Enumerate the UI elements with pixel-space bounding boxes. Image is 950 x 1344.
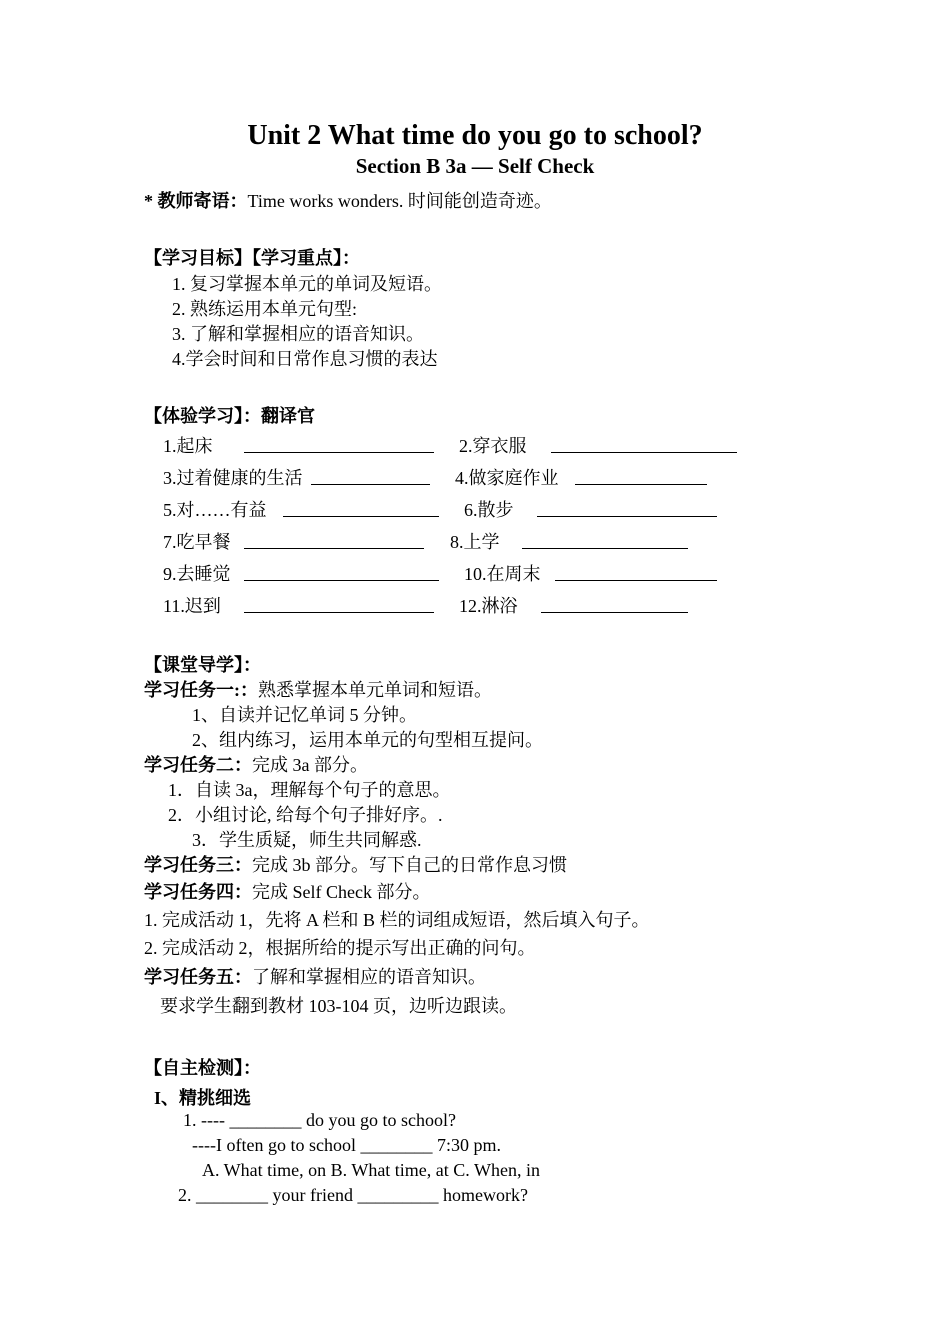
task-item: 1、自读并记忆单词 5 分钟。 xyxy=(192,705,417,725)
selfcheck-section: I、精挑细选 xyxy=(154,1088,252,1108)
task-text: 完成 3a 部分。 xyxy=(252,755,368,775)
task-label: 学习任务四： xyxy=(144,882,252,902)
question-1-answer: ----I often go to school ________ 7:30 pm. xyxy=(192,1135,501,1155)
translate-item: 12.淋浴 xyxy=(459,596,518,616)
translate-item: 9.去睡觉 xyxy=(163,564,231,584)
translate-item: 11.迟到 xyxy=(163,596,221,616)
answer-blank[interactable] xyxy=(555,562,717,581)
goals-heading: 【学习目标】【学习重点】： xyxy=(144,248,360,268)
task-item: 2、组内练习，运用本单元的句型相互提问。 xyxy=(192,730,543,750)
answer-blank[interactable] xyxy=(244,594,434,613)
goal-item: 1. 复习掌握本单元的单词及短语。 xyxy=(172,274,442,294)
task-text: 完成 Self Check 部分。 xyxy=(252,882,431,902)
motto-label: * 教师寄语： xyxy=(144,191,248,211)
task-3 xyxy=(144,851,567,877)
task-item: 3．学生质疑，师生共同解惑. xyxy=(192,830,422,850)
task-5 xyxy=(144,963,486,989)
translate-item: 4.做家庭作业 xyxy=(455,468,559,488)
task-text: 完成 3b 部分。写下自己的日常作息习惯 xyxy=(252,855,567,875)
task-text: 了解和掌握相应的语音知识。 xyxy=(252,967,486,987)
goal-item: 4.学会时间和日常作息习惯的表达 xyxy=(172,349,438,369)
translate-item: 5.对……有益 xyxy=(163,500,267,520)
page-subtitle: Section B 3a — Self Check xyxy=(355,154,595,178)
translate-item: 7.吃早餐 xyxy=(163,532,231,552)
selfcheck-heading: 【自主检测】： xyxy=(144,1058,261,1078)
translate-item: 10.在周末 xyxy=(464,564,541,584)
task-item: 1．自读 3a，理解每个句子的意思。 xyxy=(168,780,451,800)
task-1 xyxy=(144,676,492,702)
experience-heading: 【体验学习】：翻译官 xyxy=(144,406,315,426)
answer-blank[interactable] xyxy=(537,498,717,517)
translate-item: 3.过着健康的生活 xyxy=(163,468,303,488)
task-4 xyxy=(144,878,430,904)
translate-item: 8.上学 xyxy=(450,532,500,552)
answer-blank[interactable] xyxy=(244,434,434,453)
answer-blank[interactable] xyxy=(244,562,439,581)
answer-blank[interactable] xyxy=(522,530,688,549)
task-item: 2. 完成活动 2，根据所给的提示写出正确的问句。 xyxy=(144,938,536,958)
page-title: Unit 2 What time do you go to school? xyxy=(247,120,703,151)
classroom-heading: 【课堂导学】： xyxy=(144,655,261,675)
goal-item: 2. 熟练运用本单元句型: xyxy=(172,299,358,319)
question-2: 2. ________ your friend _________ homework? xyxy=(178,1185,528,1205)
answer-blank[interactable] xyxy=(551,434,737,453)
task-label: 学习任务五： xyxy=(144,967,252,987)
answer-blank[interactable] xyxy=(244,530,424,549)
question-1: 1. ---- ________ do you go to school? xyxy=(183,1110,456,1130)
question-1-options: A. What time, on B. What time, at C. When, in xyxy=(202,1160,540,1180)
answer-blank[interactable] xyxy=(575,466,707,485)
task-note: 要求学生翻到教材 103-104 页，边听边跟读。 xyxy=(160,996,517,1016)
answer-blank[interactable] xyxy=(311,466,430,485)
task-label: 学习任务一:： xyxy=(144,680,258,700)
task-label: 学习任务三： xyxy=(144,855,252,875)
task-label: 学习任务二： xyxy=(144,755,252,775)
task-item: 1. 完成活动 1，先将 A 栏和 B 栏的词组成短语，然后填入句子。 xyxy=(144,910,650,930)
answer-blank[interactable] xyxy=(283,498,439,517)
teacher-motto xyxy=(144,187,552,213)
task-text: 熟悉掌握本单元单词和短语。 xyxy=(258,680,492,700)
goal-item: 3. 了解和掌握相应的语音知识。 xyxy=(172,324,424,344)
translate-item: 6.散步 xyxy=(464,500,514,520)
translate-item: 1.起床 xyxy=(163,436,213,456)
task-item: 2．小组讨论, 给每个句子排好序。. xyxy=(168,805,443,825)
motto-text: Time works wonders. 时间能创造奇迹。 xyxy=(247,191,552,211)
answer-blank[interactable] xyxy=(541,594,688,613)
task-2 xyxy=(144,751,368,777)
translate-item: 2.穿衣服 xyxy=(459,436,527,456)
